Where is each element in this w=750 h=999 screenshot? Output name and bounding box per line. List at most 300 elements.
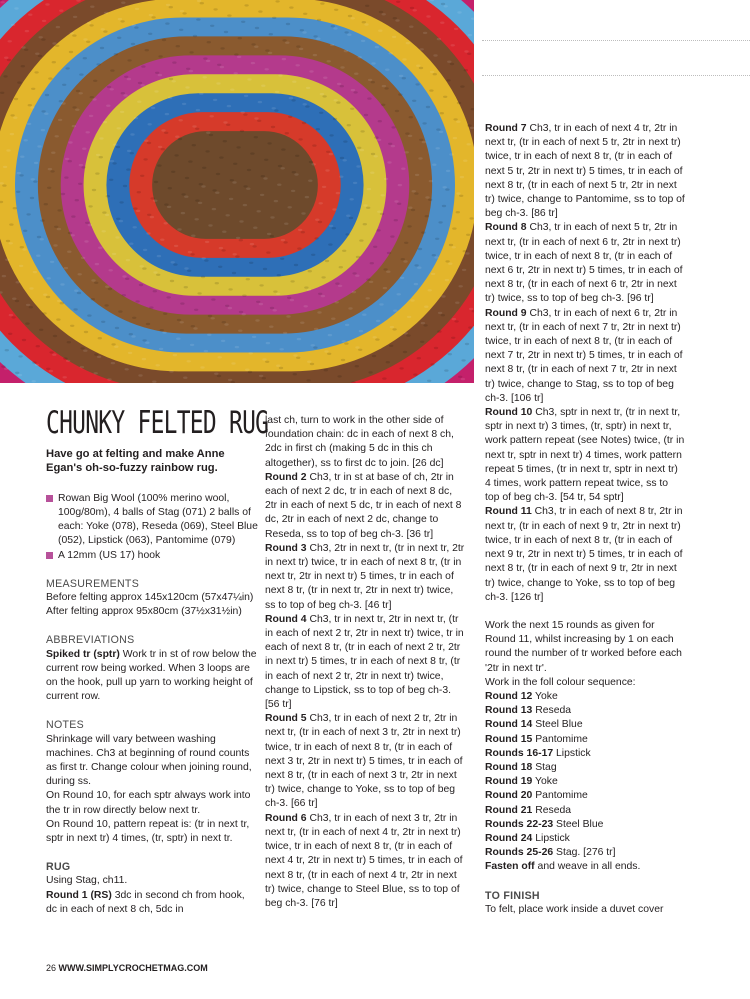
stitch-texture (453, 137, 457, 139)
stitch-texture (375, 338, 379, 340)
stitch-texture (42, 312, 46, 314)
stitch-texture (397, 203, 401, 205)
stitch-texture (247, 169, 251, 171)
stitch-texture (346, 215, 350, 217)
stitch-texture (428, 289, 432, 291)
stitch-texture (158, 55, 162, 57)
stitch-texture (132, 24, 136, 26)
stitch-texture (216, 173, 220, 175)
stitch-texture (270, 235, 274, 237)
stitch-texture (281, 148, 285, 150)
crochet-rug-illustration (0, 0, 474, 383)
stitch-texture (15, 300, 19, 302)
stitch-texture (69, 51, 73, 53)
round-9: Round 9 Ch3, tr in each of next 6 tr, 2tr in next tr, (tr in each of next 7 tr, 2tr in next tr) twice, tr in each of next 8 tr, (tr in each of next 7 tr, 2tr in next tr) 5 times, tr in each of next 8 tr, (tr in each of next 7 tr, 2tr in next tr) twice, change to Stag, ss to top of beg ch-3. [106 tr] (485, 307, 683, 404)
stitch-texture (428, 199, 432, 201)
stitch-texture (79, 164, 83, 166)
stitch-texture (114, 346, 118, 348)
stitch-texture (345, 324, 349, 326)
stitch-texture (277, 184, 281, 186)
stitch-texture (313, 35, 317, 37)
stitch-texture (378, 30, 382, 32)
stitch-texture (416, 65, 420, 67)
round-1: Round 1 (RS) 3dc in second ch from hook, dc in each of next 8 ch, 5dc in (46, 889, 245, 915)
stitch-texture (456, 121, 460, 123)
rug-heading: RUG (46, 861, 71, 874)
stitch-texture (358, 349, 362, 351)
stitch-texture (393, 310, 397, 312)
stitch-texture (397, 293, 401, 295)
stitch-texture (88, 205, 92, 207)
stitch-texture (265, 361, 269, 363)
stitch-texture (169, 370, 173, 372)
stitch-texture (33, 271, 37, 273)
stitch-texture (314, 328, 318, 330)
stitch-texture (217, 64, 221, 66)
stitch-texture (329, 153, 333, 155)
stitch-texture (142, 267, 146, 269)
stitch-texture (170, 280, 174, 282)
stitch-texture (8, 333, 12, 335)
bullet-square-icon (46, 552, 53, 559)
stitch-texture (34, 71, 38, 73)
stitch-texture (241, 21, 245, 23)
stitch-texture (131, 43, 135, 45)
stitch-texture (68, 160, 72, 162)
stitch-texture (245, 369, 249, 371)
stitch-texture (127, 150, 131, 152)
stitch-texture (366, 297, 370, 299)
stitch-texture (398, 93, 402, 95)
stitch-texture (135, 8, 139, 10)
stitch-texture (77, 292, 81, 294)
stitch-texture (181, 193, 185, 195)
stitch-texture (441, 295, 445, 297)
stitch-texture (461, 378, 465, 380)
stitch-texture (243, 185, 247, 187)
stitch-texture (218, 356, 222, 358)
stitch-texture (179, 29, 183, 31)
stitch-texture (90, 96, 94, 98)
stitch-texture (422, 141, 426, 143)
stitch-texture (456, 192, 460, 194)
stitch-texture (426, 106, 430, 108)
stitch-texture (209, 134, 213, 136)
stitch-texture (415, 83, 419, 85)
stitch-texture (123, 94, 127, 96)
stitch-texture (384, 87, 388, 89)
stitch-texture (339, 266, 343, 268)
stitch-texture (318, 221, 322, 223)
stitch-texture (211, 317, 215, 319)
stitch-texture (357, 147, 361, 149)
stitch-texture (80, 347, 84, 349)
stitch-texture (226, 214, 230, 216)
stitch-texture (278, 74, 282, 76)
stitch-texture (298, 138, 302, 140)
stitch-texture (51, 152, 55, 154)
stitch-texture (167, 206, 171, 208)
stitch-texture (138, 374, 142, 376)
stitch-texture (142, 358, 146, 360)
stitch-texture (248, 371, 252, 373)
stitch-texture (362, 314, 366, 316)
stitch-texture (28, 14, 32, 16)
stitch-texture (72, 125, 76, 127)
stitch-texture (158, 146, 162, 148)
stitch-texture (349, 217, 353, 219)
stitch-texture (191, 235, 195, 237)
stitch-texture (440, 112, 444, 114)
stitch-texture (65, 67, 69, 69)
stitch-texture (448, 263, 452, 265)
stitch-texture (260, 194, 264, 196)
stitch-texture (106, 195, 110, 197)
stitch-texture (190, 344, 194, 346)
stitch-texture (64, 176, 68, 178)
stitch-texture (204, 350, 208, 352)
stitch-texture (53, 244, 57, 246)
stitch-texture (279, 367, 283, 369)
stitch-texture (79, 73, 83, 75)
sequence-item: Round 13 Reseda (485, 705, 572, 717)
stitch-texture (99, 156, 103, 158)
stitch-texture (144, 140, 148, 142)
stitch-texture (188, 251, 192, 253)
stitch-texture (220, 47, 224, 49)
stitch-texture (172, 61, 176, 63)
stitch-texture (259, 284, 263, 286)
stitch-texture (207, 334, 211, 336)
stitch-texture (373, 246, 377, 248)
stitch-texture (432, 254, 436, 256)
stitch-texture (467, 143, 471, 145)
round-10: Round 10 Ch3, sptr in next tr, (tr in next tr, sptr in next tr) 3 times, (tr, sptr) in next tr, work pattern repeat (see Notes) twice, (tr in next tr, sptr in next tr) 4 times, work pattern repeat 5 times, (tr in next tr, sptr in next tr) 4 times, work pattern repeat twice, ss to top of beg ch-3. [54 tr, 54 sptr] (485, 407, 685, 504)
stitch-texture (288, 206, 292, 208)
stitch-texture (215, 192, 219, 194)
stitch-texture (443, 186, 447, 188)
abbreviation-entry: Spiked tr (sptr) Work tr in st of row below the current row being worked. When 3 loops are on the hook, pull up yarn to working height of current row. (46, 648, 257, 703)
stitch-texture (468, 326, 472, 328)
stitch-texture (276, 293, 280, 295)
stitch-texture (104, 304, 108, 306)
stitch-texture (119, 201, 123, 203)
stitch-texture (340, 85, 344, 87)
stitch-texture (58, 119, 62, 121)
stitch-texture (239, 239, 243, 241)
stitch-texture (235, 346, 239, 348)
stitch-texture (133, 226, 137, 228)
stitch-texture (26, 213, 30, 215)
stitch-texture (371, 153, 375, 155)
colour-sequence-intro: Work in the foll colour sequence: (485, 676, 636, 688)
stitch-texture (143, 249, 147, 251)
stitch-texture (465, 343, 469, 345)
stitch-texture (129, 243, 133, 245)
stitch-texture (79, 92, 83, 94)
stitch-texture (106, 105, 110, 107)
notes-paragraph: On Round 10, pattern repeat is: (tr in next tr, sptr in next tr) 4 times, (tr, sptr) in next tr. (46, 818, 250, 845)
sequence-item: Round 12 Yoke (485, 690, 558, 702)
stitch-texture (304, 305, 308, 307)
stitch-texture (176, 45, 180, 47)
stitch-texture (340, 66, 344, 68)
stitch-texture (328, 243, 332, 245)
stitch-texture (278, 165, 282, 167)
sequence-item: Round 14 Steel Blue (485, 719, 583, 731)
stitch-texture (326, 151, 330, 153)
stitch-texture (150, 216, 154, 218)
stitch-texture (2, 184, 6, 186)
stitch-texture (348, 307, 352, 309)
stitch-texture (339, 176, 343, 178)
stitch-texture (327, 353, 331, 355)
stitch-texture (70, 325, 74, 327)
stitch-texture (129, 333, 133, 335)
stitch-texture (362, 21, 366, 23)
notes-paragraph: Shrinkage will vary between washing machines. Ch3 at beginning of round counts as first tr. Change colour when joining round, during ss. (46, 733, 252, 788)
stitch-texture (0, 1, 4, 3)
stitch-texture (430, 363, 434, 365)
stitch-texture (399, 75, 403, 77)
stitch-texture (409, 116, 413, 118)
stitch-texture (19, 265, 23, 267)
stitch-texture (41, 110, 45, 112)
stitch-texture (119, 220, 123, 222)
page-number: 26 (46, 963, 57, 973)
stitch-texture (292, 171, 296, 173)
stitch-texture (253, 227, 257, 229)
stitch-texture (177, 228, 181, 230)
stitch-texture (389, 345, 393, 347)
stitch-texture (181, 212, 185, 214)
stitch-texture (49, 370, 53, 372)
stitch-texture (465, 252, 469, 254)
stitch-texture (266, 251, 270, 253)
stitch-texture (71, 215, 75, 217)
stitch-texture (359, 239, 363, 241)
stitch-texture (155, 72, 159, 74)
stitch-texture (306, 87, 310, 89)
stitch-texture (96, 63, 100, 65)
stitch-texture (73, 308, 77, 310)
stitch-texture (68, 141, 72, 143)
stitch-texture (64, 267, 68, 269)
stitch-texture (4, 368, 8, 370)
stitch-texture (437, 38, 441, 40)
stitch-texture (307, 289, 311, 291)
stitch-texture (63, 357, 67, 359)
stitch-texture (134, 26, 138, 28)
bullet-square-icon (46, 495, 53, 502)
stitch-texture (189, 51, 193, 53)
stitch-texture (14, 7, 18, 9)
stitch-texture (467, 124, 471, 126)
stitch-texture (337, 375, 341, 377)
stitch-texture (25, 30, 29, 32)
stitch-texture (408, 207, 412, 209)
stitch-texture (148, 33, 152, 35)
stitch-texture (108, 288, 112, 290)
stitch-texture (341, 359, 345, 361)
stitch-texture (360, 130, 364, 132)
sequence-item: Round 19 Yoke (485, 776, 558, 788)
stitch-texture (269, 326, 273, 328)
stitch-texture (199, 183, 203, 185)
stitch-texture (350, 198, 354, 200)
stitch-texture (4, 57, 8, 59)
stitch-texture (113, 144, 117, 146)
materials-item: A 12mm (US 17) hook (46, 549, 258, 563)
stitch-texture (255, 27, 259, 29)
stitch-texture (406, 334, 410, 336)
stitch-texture (136, 210, 140, 212)
stitch-texture (75, 199, 79, 201)
stitch-texture (82, 148, 86, 150)
round-5: Round 5 Ch3, tr in each of next 2 tr, 2tr in next tr, (tr in each of next 3 tr, 2tr in next tr) twice, tr in each of next 8 tr, (tr in each of next 3 tr, 2tr in next tr) 5 times, tr in each of next 8 tr, (tr in each of next 3 tr, 2tr in next tr) twice, change to Yoke, ss to top of beg ch-3. [66 tr] (265, 713, 463, 810)
stitch-texture (443, 96, 447, 98)
stitch-texture (163, 313, 167, 315)
stitch-texture (299, 48, 303, 50)
stitch-texture (469, 308, 473, 310)
round-2: Round 2 Ch3, tr in st at base of ch, 2tr in each of next 2 dc, tr in each of next 8 dc, 2tr in each of next 5 dc, tr in each of next 8 dc, 2tr in each of next 2 dc, change to Reseda, ss to top of beg ch-3. [36 tr] (265, 471, 462, 540)
stitch-texture (464, 50, 468, 52)
stitch-texture (297, 247, 301, 249)
stitch-texture (386, 361, 390, 363)
stitch-texture (275, 0, 279, 2)
stitch-texture (244, 95, 248, 97)
stitch-texture (267, 142, 271, 144)
stitch-texture (14, 98, 18, 100)
stitch-texture (437, 330, 441, 332)
stitch-texture (251, 43, 255, 45)
stitch-texture (30, 197, 34, 199)
stitch-texture (89, 24, 93, 26)
stitch-texture (110, 160, 114, 162)
stitch-texture (294, 173, 298, 175)
stitch-texture (265, 49, 269, 51)
stitch-texture (118, 310, 122, 312)
stitch-texture (13, 207, 17, 209)
stitch-texture (288, 116, 292, 118)
stitch-texture (117, 37, 121, 39)
stitch-texture (92, 189, 96, 191)
stitch-texture (207, 41, 211, 43)
stitch-texture (182, 103, 186, 105)
stitch-texture (257, 120, 261, 122)
stitch-texture (383, 268, 387, 270)
stitch-texture (329, 225, 333, 227)
stitch-texture (268, 52, 272, 54)
stitch-texture (55, 135, 59, 137)
stitch-texture (386, 271, 390, 273)
stitch-texture (59, 100, 63, 102)
stitch-texture (319, 112, 323, 114)
stitch-texture (290, 280, 294, 282)
stitch-texture (152, 381, 156, 383)
stitch-texture (98, 247, 102, 249)
stitch-texture (417, 357, 421, 359)
stitch-texture (59, 10, 63, 12)
stitch-texture (145, 342, 149, 344)
sequence-item: Round 15 Pantomime (485, 733, 588, 745)
stitch-texture (394, 200, 398, 202)
stitch-texture (441, 314, 445, 316)
stitch-texture (379, 303, 383, 305)
stitch-texture (358, 56, 362, 58)
stitch-texture (258, 101, 262, 103)
stitch-texture (151, 107, 155, 109)
stitch-texture (83, 350, 87, 352)
stitch-texture (5, 259, 9, 261)
stitch-texture (133, 207, 137, 209)
stitch-texture (214, 373, 218, 375)
stitch-texture (286, 23, 290, 25)
stitch-texture (35, 53, 39, 55)
stitch-texture (124, 76, 128, 78)
stitch-texture (389, 52, 393, 54)
stitch-texture (344, 50, 348, 52)
stitch-texture (216, 82, 220, 84)
stitch-texture (120, 20, 124, 22)
stitch-texture (194, 309, 198, 311)
stitch-texture (280, 348, 284, 350)
stitch-texture (382, 13, 386, 15)
stitch-texture (453, 118, 457, 120)
stitch-texture (403, 351, 407, 353)
stitch-texture (180, 302, 184, 304)
stitch-texture (87, 22, 91, 24)
stitch-texture (455, 302, 459, 304)
stitch-texture (116, 218, 120, 220)
stitch-texture (391, 145, 395, 147)
stitch-texture (171, 261, 175, 263)
stitch-texture (98, 337, 102, 339)
stitch-texture (55, 45, 59, 47)
stitch-texture (402, 77, 406, 79)
stitch-texture (419, 67, 423, 69)
stitch-texture (332, 227, 336, 229)
stitch-texture (110, 88, 114, 90)
stitch-texture (37, 236, 41, 238)
stitch-texture (274, 109, 278, 111)
stitch-texture (463, 250, 467, 252)
stitch-texture (296, 357, 300, 359)
stitch-texture (394, 219, 398, 221)
stitch-texture (452, 246, 456, 248)
stitch-texture (335, 282, 339, 284)
stitch-texture (72, 106, 76, 108)
stitch-texture (13, 117, 17, 119)
rug-using: Using Stag, ch11. (46, 875, 128, 887)
stitch-texture (78, 183, 82, 185)
stitch-texture (305, 196, 309, 198)
stitch-texture (115, 327, 119, 329)
stitch-texture (41, 38, 45, 40)
stitch-texture (313, 54, 317, 56)
stitch-texture (195, 199, 199, 201)
stitch-texture (263, 177, 267, 179)
stitch-texture (466, 234, 470, 236)
stitch-texture (54, 226, 58, 228)
stitch-texture (135, 300, 139, 302)
stitch-texture (203, 76, 207, 78)
stitch-texture (269, 33, 273, 35)
stitch-texture (107, 378, 111, 380)
stitch-texture (24, 139, 28, 141)
stitch-texture (99, 137, 103, 139)
stitch-texture (22, 339, 26, 341)
